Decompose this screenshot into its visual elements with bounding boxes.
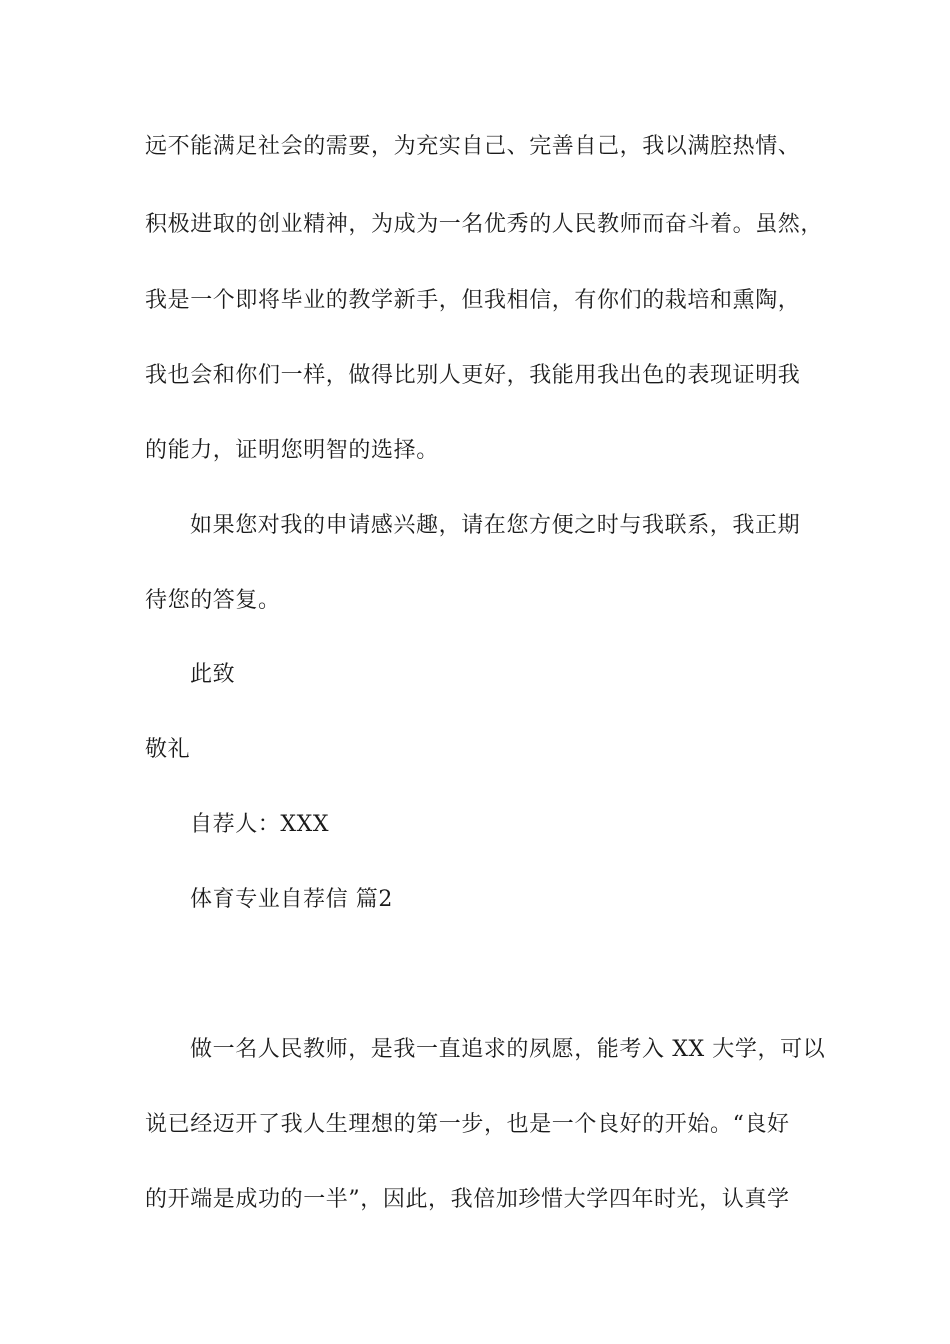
paragraph-line: 我是一个即将毕业的教学新手，但我相信，有你们的栽培和熏陶， (145, 288, 801, 313)
paragraph-line: 待您的答复。 (145, 588, 281, 613)
section-heading: 体育专业自荐信 篇2 (190, 887, 393, 912)
salutation-closing: 此致 (190, 662, 236, 687)
paragraph-line: 远不能满足社会的需要，为充实自己、完善自己，我以满腔热情、 (145, 134, 801, 159)
paragraph-line: 积极进取的创业精神，为成为一名优秀的人民教师而奋斗着。虽然， (145, 212, 824, 237)
salutation-regards: 敬礼 (145, 737, 191, 762)
paragraph-line: 的开端是成功的一半”，因此，我倍加珍惜大学四年时光，认真学 (145, 1187, 790, 1212)
paragraph-line: 说已经迈开了我人生理想的第一步，也是一个良好的开始。“良好 (145, 1112, 790, 1137)
paragraph-line: 如果您对我的申请感兴趣，请在您方便之时与我联系，我正期 (190, 513, 801, 538)
paragraph-line: 做一名人民教师，是我一直追求的夙愿，能考入 XX 大学，可以 (190, 1037, 826, 1062)
paragraph-line: 的能力，证明您明智的选择。 (145, 438, 439, 463)
signature-line: 自荐人：XXX (190, 812, 330, 837)
paragraph-line: 我也会和你们一样，做得比别人更好，我能用我出色的表现证明我 (145, 363, 801, 388)
